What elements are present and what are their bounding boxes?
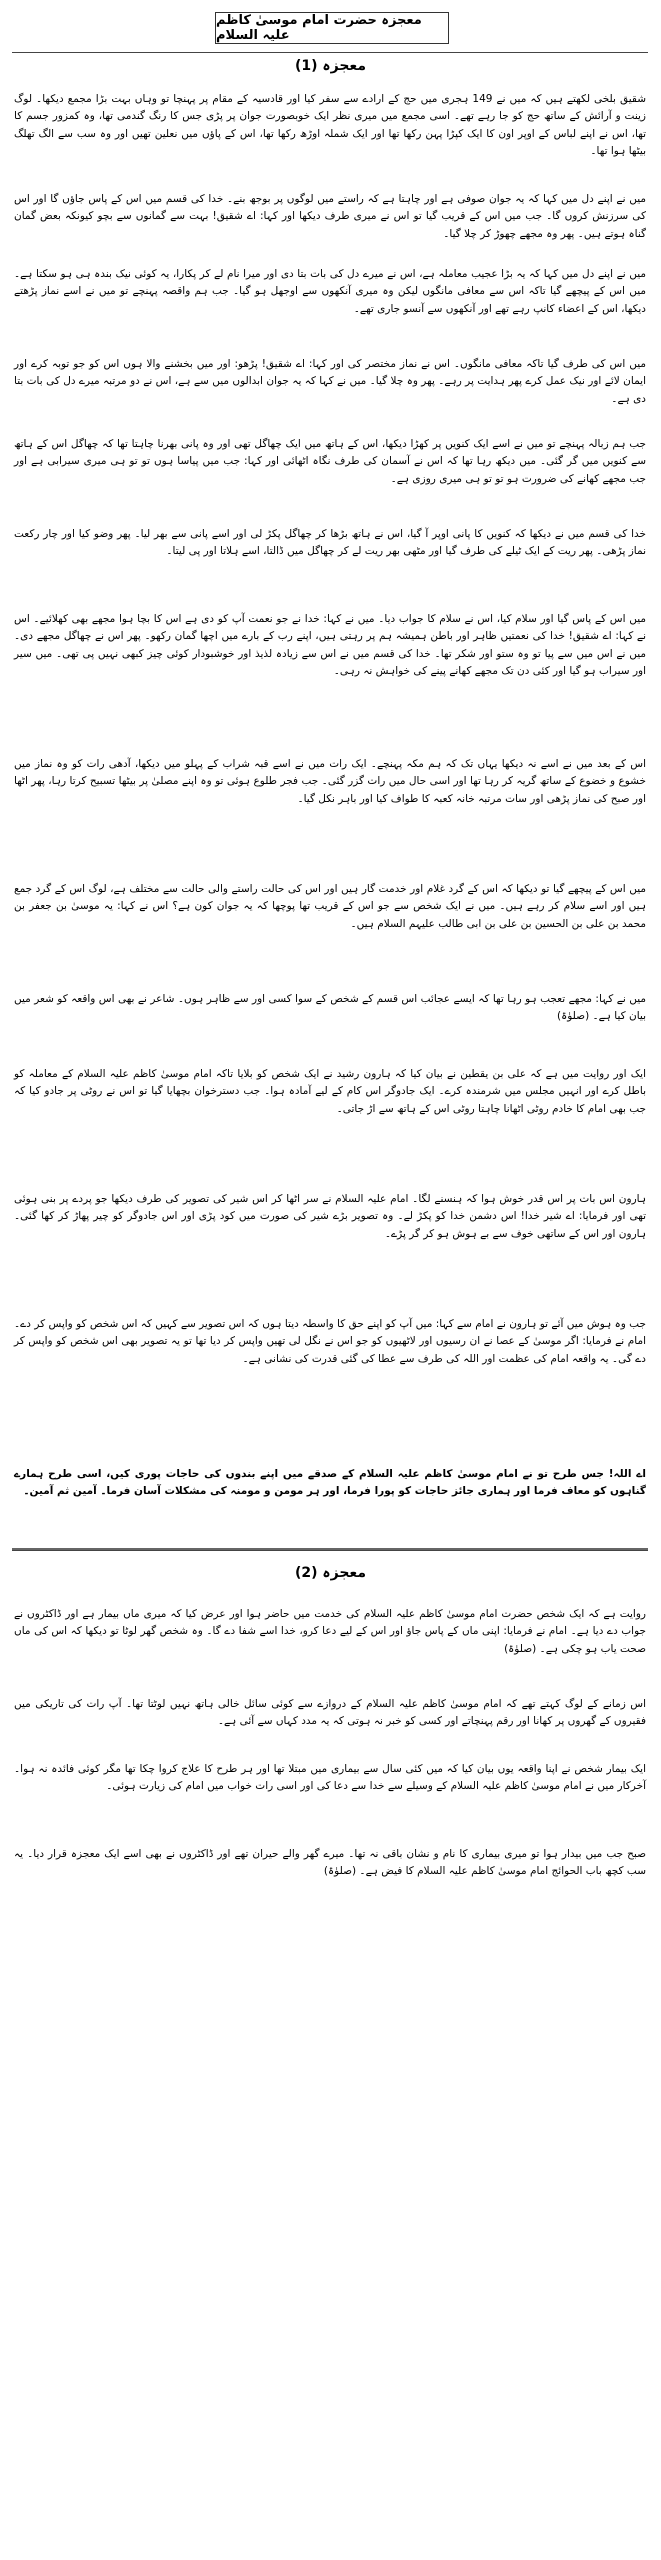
section-1-heading: معجزہ (1) [294, 58, 366, 74]
paragraph: ایک بیمار شخص نے اپنا واقعہ یوں بیان کیا کہ میں کئی سال سے بیماری میں مبتلا تھا اور ہر طرح کا علاج کروا چکا تھا مگر کوئی فائدہ نہ ہوا۔ آخرکار میں نے امام موسیٰ کاظم علیہ السلام کے وسیلے سے خدا سے دعا کی اور اسی رات خواب میں امام کی زیارت ہوئی۔ [14, 1762, 646, 1792]
paragraph: خدا کی قسم میں نے دیکھا کہ کنویں کا پانی اوپر آ گیا، اس نے ہاتھ بڑھا کر چھاگل پکڑ لی اور اسے پانی سے بھر لیا۔ پھر وضو کیا اور چار رکعت نماز پڑھی۔ پھر ریت کے ایک ٹیلے کی طرف گیا اور مٹھی بھر ریت لے کر چھاگل میں ڈالتا، اسے ہلاتا اور پی لیتا۔ [14, 527, 646, 557]
paragraph: اس کے بعد میں نے اسے نہ دیکھا یہاں تک کہ ہم مکہ پہنچے۔ ایک رات میں نے اسے قبہ شراب کے پہلو میں دیکھا، آدھی رات کو وہ نماز میں خشوع و خضوع کے ساتھ گریہ کر رہا تھا اور اسی حال میں رات گزر گئی۔ جب فجر طلوع ہوئی تو وہ اپنے مصلیٰ پر بیٹھا تسبیح کرتا رہا، پھر اٹھا اور صبح کی نماز پڑھی اور سات مرتبہ خانہ کعبہ کا طواف کیا اور باہر نکل گیا۔ [14, 757, 646, 805]
document-title: معجزہ حضرت امام موسیٰ کاظم علیہ السلام [215, 12, 449, 44]
paragraph: ہارون اس بات پر اس قدر خوش ہوا کہ ہنسنے لگا۔ امام علیہ السلام نے سر اٹھا کر اس شیر کی تصویر کی طرف دیکھا جو پردے پر بنی ہوئی تھی اور فرمایا: اے شیر خدا! اس دشمن خدا کو پکڑ لے۔ وہ تصویر بڑے شیر کی صورت میں کود پڑی اور اس جادوگر کو چیر پھاڑ کر کھا گئی۔ ہارون اور اس کے ساتھی خوف سے بے ہوش ہو کر گر پڑے۔ [14, 1192, 646, 1240]
section-2-heading: معجزہ (2) [294, 1565, 366, 1581]
paragraph: میں نے اپنے دل میں کہا کہ یہ جوان صوفی ہے اور چاہتا ہے کہ راستے میں لوگوں پر بوجھ بنے۔ خدا کی قسم میں اس کے پاس جاؤں گا اور اس کی سرزنش کروں گا۔ جب میں اس کے قریب گیا تو اس نے میری طرف دیکھا اور کہا: اے شقیق! بہت سے گمانوں سے بچو کیونکہ بعض گمان گناہ ہوتے ہیں۔ پھر وہ مجھے چھوڑ کر چلا گیا۔ [14, 192, 646, 240]
paragraph: میں اس کے پیچھے گیا تو دیکھا کہ اس کے گرد غلام اور خدمت گار ہیں اور اس کی حالت راستے والی حالت سے مختلف ہے، لوگ اس کے گرد جمع ہیں اور اسے سلام کر رہے ہیں۔ میں نے ایک شخص سے جو اس کے قریب تھا پوچھا کہ یہ جوان کون ہے؟ اس نے کہا: یہ موسیٰ بن جعفر بن محمد بن علی بن الحسین بن علی بن ابی طالب علیہم السلام ہیں۔ [14, 882, 646, 930]
paragraph: شقیق بلخی لکھتے ہیں کہ میں نے 149 ہجری میں حج کے ارادے سے سفر کیا اور قادسیہ کے مقام پر پہنچا تو وہاں بہت بڑا مجمع دیکھا۔ لوگ زینت و آرائش کے ساتھ حج کو جا رہے تھے۔ اسی مجمع میں میری نظر ایک خوبصورت جوان پر پڑی جس کا رنگ گندمی تھا، وہ کمزور جسم کا تھا، اس نے اپنے لباس کے اوپر اون کا ایک کپڑا پہن رکھا تھا اور ایک شملہ اوڑھ رکھا تھا، اس کے پاؤں میں نعلین تھیں اور وہ سب سے الگ تھلگ بیٹھا ہوا تھا۔ [14, 92, 647, 157]
paragraph: اس زمانے کے لوگ کہتے تھے کہ امام موسیٰ کاظم علیہ السلام کے دروازے سے کوئی سائل خالی ہاتھ نہیں لوٹتا تھا۔ آپ رات کی تاریکی میں فقیروں کے گھروں پر کھانا اور رقم پہنچاتے اور کسی کو خبر نہ ہوتی کہ یہ مدد کہاں سے آئی ہے۔ [14, 1697, 646, 1727]
paragraph: میں اس کے پاس گیا اور سلام کیا، اس نے سلام کا جواب دیا۔ میں نے کہا: خدا نے جو نعمت آپ کو دی ہے اس کا بچا ہوا مجھے بھی کھلائیے۔ اس نے کہا: اے شقیق! خدا کی نعمتیں ظاہر اور باطن ہمیشہ ہم پر رہتی ہیں، اپنے رب کے بارے میں اچھا گمان رکھو۔ پھر اس نے چھاگل مجھے دی۔ میں نے اس میں سے پیا تو وہ ستو اور شکر تھا۔ خدا کی قسم میں نے اس سے زیادہ لذیذ اور خوشبودار کوئی چیز کبھی نہیں پی تھی۔ میں سیر اور سیراب ہو گیا اور کئی دن تک مجھے کھانے پینے کی خواہش نہ رہی۔ [14, 612, 646, 677]
paragraph: صبح جب میں بیدار ہوا تو میری بیماری کا نام و نشان باقی نہ تھا۔ میرے گھر والے حیران تھے اور ڈاکٹروں نے بھی اسے ایک معجزہ قرار دیا۔ یہ سب کچھ باب الحوائج امام موسیٰ کاظم علیہ السلام کا فیض ہے۔ (صلوٰۃ) [14, 1847, 646, 1877]
paragraph: میں نے اپنے دل میں کہا کہ یہ بڑا عجیب معاملہ ہے، اس نے میرے دل کی بات بتا دی اور میرا نام لے کر پکارا، یہ کوئی نیک بندہ ہی ہو سکتا ہے۔ میں اس کے پیچھے گیا تاکہ اس سے معافی مانگوں لیکن وہ میری آنکھوں سے اوجھل ہو گیا۔ جب ہم واقصہ پہنچے تو میں نے اسے نماز پڑھتے دیکھا، اس کے اعضاء کانپ رہے تھے اور آنکھوں سے آنسو جاری تھے۔ [14, 267, 646, 315]
paragraph: جب ہم زبالہ پہنچے تو میں نے اسے ایک کنویں پر کھڑا دیکھا، اس کے ہاتھ میں ایک چھاگل تھی اور وہ پانی بھرنا چاہتا تھا کہ چھاگل اس کے ہاتھ سے کنویں میں گر گئی۔ میں دیکھ رہا تھا کہ اس نے آسمان کی طرف نگاہ اٹھائی اور کہا: جب میں پیاسا ہوں تو تو ہی میری سیرابی ہے اور جب مجھے کھانے کی ضرورت ہو تو تو ہی میری روزی ہے۔ [14, 437, 646, 485]
paragraph: جب وہ ہوش میں آئے تو ہارون نے امام سے کہا: میں آپ کو اپنے حق کا واسطہ دیتا ہوں کہ اس تصویر سے کہیں کہ اس شخص کو واپس کر دے۔ امام نے فرمایا: اگر موسیٰ کے عصا نے ان رسیوں اور لاٹھیوں کو جو اس نے نگل لی تھیں واپس کر دیا تھا تو یہ تصویر بھی اس شخص کو واپس کر دے گی۔ یہ واقعہ امام کی عظمت اور اللہ کی طرف سے عطا کی گئی قدرت کی نشانی ہے۔ [14, 1317, 646, 1365]
paragraph: روایت ہے کہ ایک شخص حضرت امام موسیٰ کاظم علیہ السلام کی خدمت میں حاضر ہوا اور عرض کیا کہ میری ماں بیمار ہے اور ڈاکٹروں نے جواب دے دیا ہے۔ امام نے فرمایا: اپنی ماں کے پاس جاؤ اور اس کے لیے دعا کرو، خدا اسے شفا دے گا۔ وہ شخص گھر لوٹا تو دیکھا کہ اس کی ماں صحت یاب ہو چکی ہے۔ (صلوٰۃ) [14, 1607, 646, 1655]
closing-prayer: اے اللہ! جس طرح تو نے امام موسیٰ کاظم علیہ السلام کے صدقے میں اپنے بندوں کی حاجات پوری کیں، اسی طرح ہمارے گناہوں کو معاف فرما اور ہماری جائز حاجات کو پورا فرما، اور ہر مومن و مومنہ کی مشکلات آسان فرما۔ آمین ثم آمین۔ [14, 1467, 646, 1497]
paragraph: ایک اور روایت میں ہے کہ علی بن یقطین نے بیان کیا کہ ہارون رشید نے ایک شخص کو بلایا تاکہ امام موسیٰ کاظم علیہ السلام کے معاملہ کو باطل کرے اور انہیں مجلس میں شرمندہ کرے۔ ایک جادوگر اس کام کے لیے آمادہ ہوا۔ جب دسترخوان بچھایا گیا تو اس نے روٹی پر جادو کیا کہ جب بھی امام کا خادم روٹی اٹھانا چاہتا روٹی اس کے ہاتھ سے اڑ جاتی۔ [14, 1067, 646, 1115]
section-divider [12, 1548, 648, 1551]
paragraph: میں نے کہا: مجھے تعجب ہو رہا تھا کہ ایسے عجائب اس قسم کے شخص کے سوا کسی اور سے ظاہر ہوں۔ شاعر نے بھی اس واقعہ کو شعر میں بیان کیا ہے۔ (صلوٰۃ) [14, 992, 646, 1022]
paragraph: میں اس کی طرف گیا تاکہ معافی مانگوں۔ اس نے نماز مختصر کی اور کہا: اے شقیق! پڑھو: اور میں بخشنے والا ہوں اس کو جو توبہ کرے اور ایمان لائے اور نیک عمل کرے پھر ہدایت پر رہے۔ پھر وہ چلا گیا۔ میں نے کہا کہ یہ جوان ابدالوں میں سے ہے، اس نے دو مرتبہ میرے دل کی بات بتا دی ہے۔ [14, 357, 646, 405]
title-divider [12, 52, 648, 53]
